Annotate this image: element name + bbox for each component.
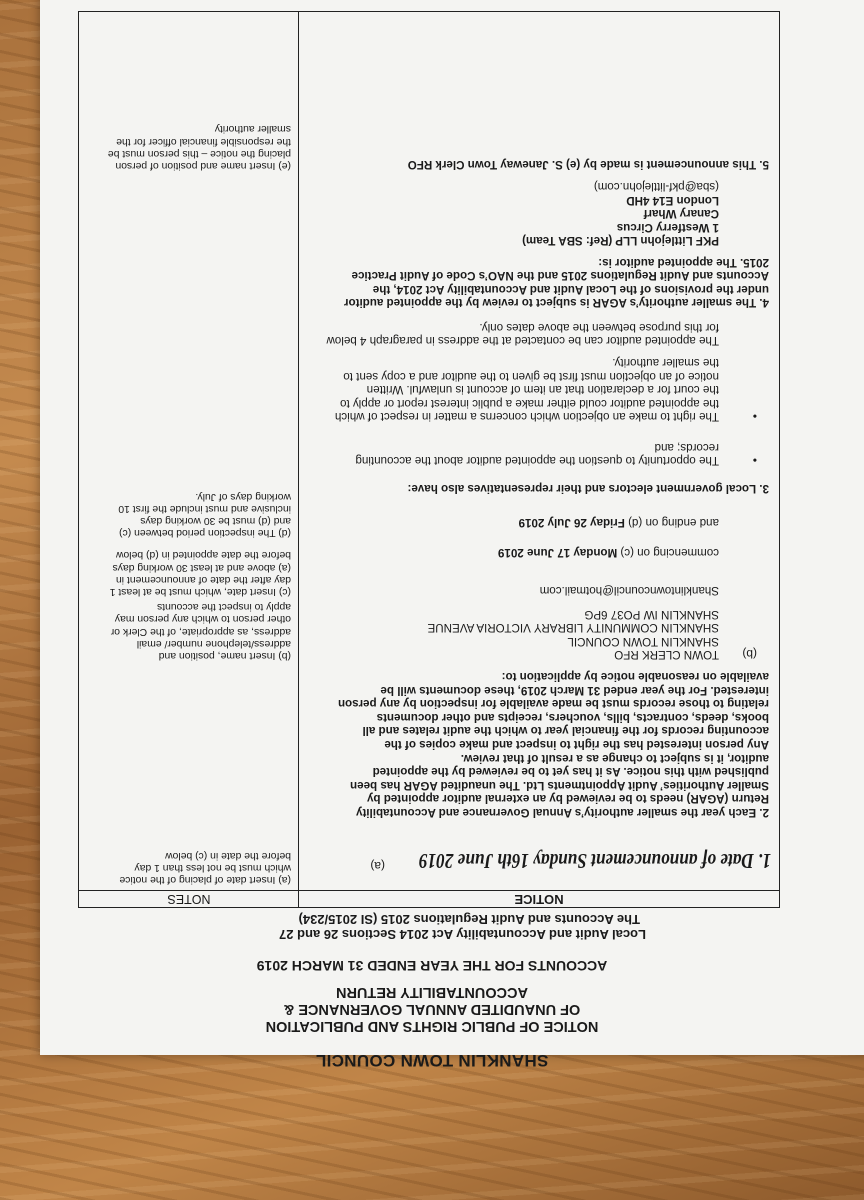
notice-title-line: OF UNAUDITED ANNUAL GOVERNANCE & [283, 1001, 581, 1017]
section-5-text: 5. This announcement is made by (e) S. Janeway Town Clerk RFO [407, 158, 769, 171]
note-line: (d) The inspection period between (c) [119, 527, 291, 539]
section-2-line: Any person interested has the right to inspect and make copies of the [384, 738, 769, 752]
auditor-name: PKF Littlejohn LLP (Ref: SBA Team) [522, 234, 719, 247]
section-4-line: Accounts and Audit Regulations 2015 and the NAO’s Code of Audit Practice [351, 269, 769, 283]
note-line: the responsible financial officer for the [116, 135, 291, 147]
note-line: inclusive and must include the first 10 [118, 502, 291, 514]
notice-title [0, 983, 864, 1034]
section-2-line: auditor, it is subject to change as a result of that review. [460, 751, 769, 765]
section-2-line: accounting records for the financial year to which the audit relates and all [362, 724, 769, 738]
address-line: SHANKLIN COMMUNITY LIBRARY VICTORIA AVENUE [427, 621, 719, 635]
section-3-bullet-1 [303, 440, 719, 467]
bullet-line: The right to make an objection which concerns a matter in respect of which [334, 410, 719, 423]
bullet-line: the smaller authority. [612, 356, 719, 370]
note-line: placing the notice – this person must be [107, 147, 291, 159]
section-4-line: 2015. The appointed auditor is: [598, 255, 769, 269]
inspection-address [309, 607, 719, 661]
section-2-line: relating to those records must be made available for inspection by any person [337, 697, 769, 711]
note-line: apply to inspect the accounts [156, 601, 291, 613]
auditor-email: (sba@pkf-littlejohn.com) [593, 180, 719, 194]
section-2-line: Smaller Authorities’ Audit Appointments Ltd. The unaudited AGAR has been [350, 778, 769, 792]
inspection-start [299, 546, 719, 559]
inspection-end-date: Friday 26 July 2019 [518, 516, 625, 529]
notice-title-line: ACCOUNTABILITY RETURN [336, 984, 528, 1000]
inspection-end [299, 516, 719, 529]
note-line: (b) Insert name, position and [158, 650, 291, 661]
section-2-line: 2. Each year the smaller authority’s Annual Governance and Accountability [356, 806, 769, 819]
note-line [86, 538, 291, 548]
address-line: SHANKLIN IW PO37 6PG [584, 607, 719, 621]
address-line: SHANKLIN TOWN COUNCIL [567, 634, 719, 648]
section-2-line: interested. For the year ended 31 March 2019, these documents will be [380, 683, 769, 697]
note-line: working days of July. [195, 490, 291, 502]
announcement-date-text: 1. Date of announcement Sunday 16th June 2019 [418, 849, 771, 873]
section-2-line: Return (AGAR) needs to be reviewed by an external auditor appointed by [367, 792, 769, 806]
section-4-text [303, 255, 769, 309]
note-marker-a: (a) [370, 859, 385, 873]
inspection-start-date: Monday 17 June 2019 [497, 546, 618, 559]
column-divider [298, 12, 299, 891]
notice-column-header: NOTICE [298, 890, 779, 907]
bullet-dot: • [752, 453, 757, 467]
auditor-address-line: Canary Wharf [643, 207, 719, 221]
inspection-end-label: and ending on (d) [624, 516, 719, 529]
notice-title-line: NOTICE OF PUBLIC RIGHTS AND PUBLICATION [265, 1018, 599, 1034]
accounts-year-heading: ACCOUNTS FOR THE YEAR ENDED 31 MARCH 2019 [256, 958, 608, 974]
note-e [86, 122, 291, 171]
notice-table [78, 11, 780, 908]
bullet-line: notice of an objection must first be given to the auditor and a copy sent to [343, 369, 719, 383]
note-line: address/telephone number/ email [136, 637, 291, 649]
note-line: before the date appointed in (d) below [115, 549, 291, 561]
note-line: smaller authority [214, 123, 291, 135]
section-4-line: 4. The smaller authority’s AGAR is subject to review by the appointed auditor [344, 296, 769, 309]
note-marker-b: (b) [742, 647, 757, 661]
contact-line: for this purpose between the above dates only. [479, 320, 719, 334]
legal-reference [126, 912, 646, 942]
auditor-address-line: 1 Westferry Circus [616, 220, 719, 234]
section-2-line: books, deeds, contracts, bills, vouchers, receipts and other documents [376, 710, 769, 724]
note-line: address, as appropriate, of the Clerk or [110, 625, 291, 637]
notes-column-header: NOTES [79, 890, 299, 907]
auditor-address-line: London E14 4HD [626, 193, 719, 207]
note-line: other person to which any person may [114, 613, 291, 625]
note-a [86, 848, 291, 885]
bullet-line: the appointed auditor could either make a public interest report or apply to [340, 396, 719, 410]
note-b [86, 600, 291, 661]
section-2-line: available on reasonable notice by application to: [501, 670, 769, 684]
note-line: which must be not less than 1 day [134, 861, 291, 873]
note-line: (c) Insert date, which must be at least 1 [109, 586, 291, 597]
auditor-address [303, 180, 719, 247]
section-2-text [303, 669, 769, 819]
inspection-email: Shanklintowncouncil@hotmail.com [539, 584, 719, 597]
section-4-line: under the provisions of the Local Audit and Accountability Act 2014, the [372, 282, 769, 296]
section-3-heading: 3. Local government electors and their representatives also have: [407, 482, 769, 495]
note-line: (e) Insert name and position of person [115, 160, 291, 171]
inspection-start-label: commencing on (c) [617, 546, 719, 559]
section-2-line: published with this notice. As it has yet to be reviewed by the appointed [372, 765, 769, 779]
note-line: day after the date of announcement in [115, 573, 291, 585]
legal-reference-line: The Accounts and Audit Regulations 2015 (SI 2015/234) [298, 912, 640, 927]
note-c-d [86, 489, 291, 597]
contact-line: The appointed auditor can be contacted at the address in paragraph 4 below [326, 334, 719, 347]
section-3-bullet-2 [303, 356, 719, 423]
address-line: TOWN CLERK RFO [614, 648, 719, 661]
legal-reference-line: Local Audit and Accountability Act 2014 Sections 26 and 27 [279, 927, 646, 942]
note-line: (a) Insert date of placing of the notice [119, 874, 291, 885]
bullet-line: The opportunity to question the appointed auditor about the accounting [355, 454, 719, 467]
bullet-dot: • [752, 409, 757, 423]
section-3-contact [303, 320, 719, 347]
note-line: before the date in (c) below [165, 849, 291, 861]
bullet-line: the court for a declaration that an item of account is unlawful. Written [366, 383, 719, 397]
bullet-line: records; and [654, 440, 719, 454]
note-line: (a) above and at least 30 working days [112, 561, 291, 573]
note-line: and (d) must be 30 working days [140, 514, 291, 526]
council-heading: SHANKLIN TOWN COUNCIL [315, 1051, 549, 1070]
announcement-date [386, 848, 771, 873]
